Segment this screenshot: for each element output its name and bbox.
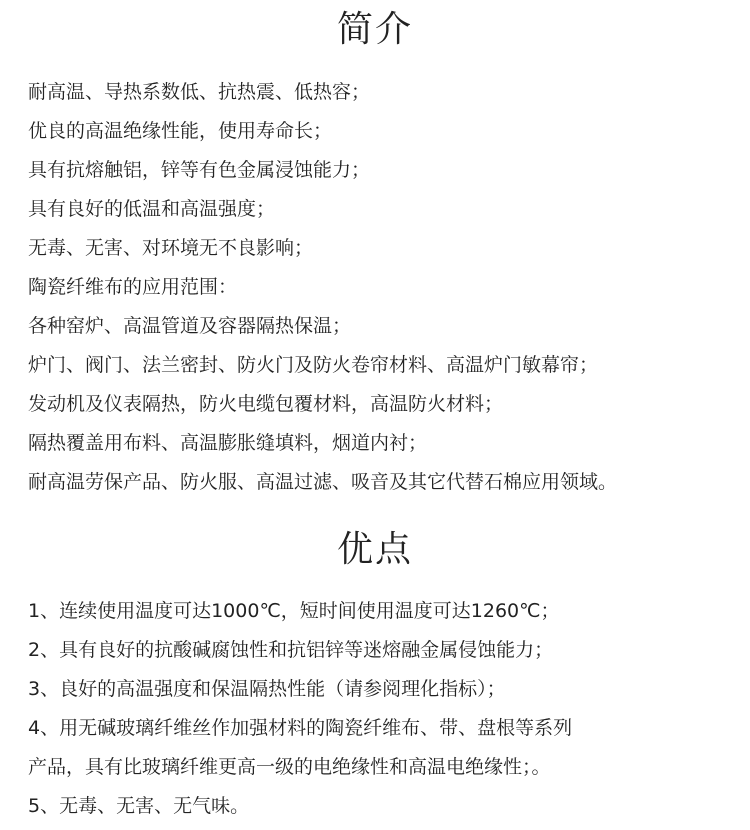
intro-line: 无毒、无害、对环境无不良影响； — [28, 237, 314, 259]
intro-line: 发动机及仪表隔热，防火电缆包覆材料，高温防火材料； — [28, 393, 504, 415]
advantage-line: 1、连续使用温度可达1000℃，短时间使用温度可达1260℃； — [28, 600, 560, 622]
intro-line: 隔热覆盖用布料、高温膨胀缝填料，烟道内衬； — [28, 432, 428, 454]
intro-line: 具有抗熔触铝，锌等有色金属浸蚀能力； — [28, 159, 371, 181]
intro-line: 耐高温、导热系数低、抗热震、低热容； — [28, 81, 371, 103]
intro-line: 陶瓷纤维布的应用范围： — [28, 276, 238, 298]
advantage-line: 5、无毒、无害、无气味。 — [28, 795, 250, 817]
advantage-line: 产品，具有比玻璃纤维更高一级的电绝缘性和高温电绝缘性；。 — [28, 756, 551, 778]
advantage-line: 3、良好的高温强度和保温隔热性能（请参阅理化指标）； — [28, 678, 506, 700]
intro-line: 具有良好的低温和高温强度； — [28, 198, 276, 220]
intro-line: 各种窑炉、高温管道及容器隔热保温； — [28, 315, 352, 337]
advantage-line: 4、用无碱玻璃纤维丝作加强材料的陶瓷纤维布、带、盘根等系列 — [28, 717, 573, 739]
section-title-intro: 简介 — [336, 9, 413, 50]
intro-line: 耐高温劳保产品、防火服、高温过滤、吸音及其它代替石棉应用领域。 — [28, 471, 618, 493]
intro-line: 优良的高温绝缘性能，使用寿命长； — [28, 120, 333, 142]
intro-line: 炉门、阀门、法兰密封、防火门及防火卷帘材料、高温炉门敏幕帘； — [28, 354, 599, 376]
advantage-line: 2、具有良好的抗酸碱腐蚀性和抗铝锌等迷熔融金属侵蚀能力； — [28, 639, 554, 661]
section-title-advantages: 优点 — [336, 529, 413, 570]
